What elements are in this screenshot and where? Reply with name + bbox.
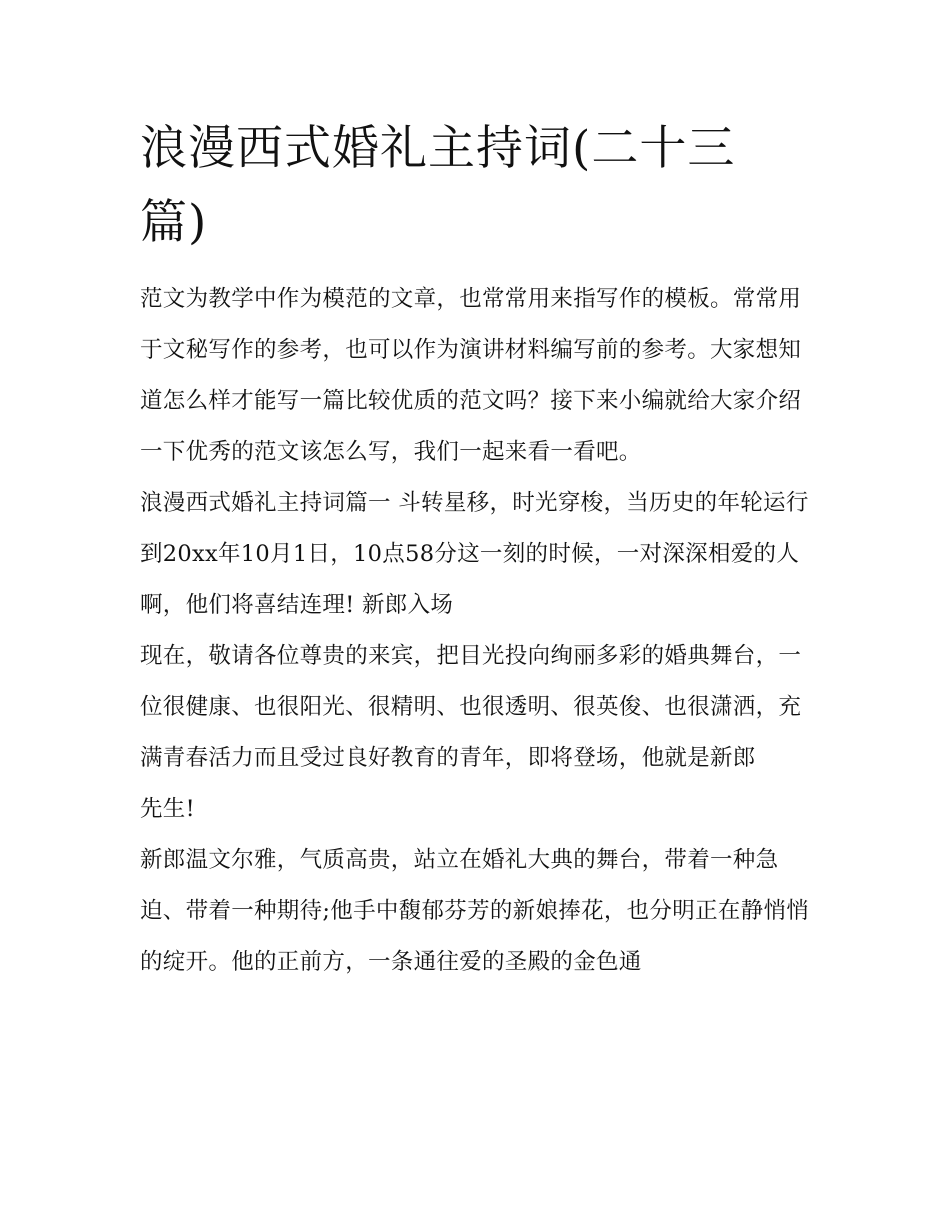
intro-paragraph: 范文为教学中作为模范的文章，也常常用来指写作的模板。常常用于文秘写作的参考，也可以作为演讲材料编写前的参考。大家想知道怎么样才能写一篇比较优质的范文吗？接下来小编就给大家介绍一下优秀的范文该怎么写，我们一起来看一看吧。 [140, 286, 802, 465]
document-page [140, 112, 820, 988]
document-title: 浪漫西式婚礼主持词(二十三篇) [140, 121, 736, 250]
groom-intro-paragraph: 现在，敬请各位尊贵的来宾，把目光投向绚丽多彩的婚典舞台，一位很健康、也很阳光、很精明、也很透明、很英俊、也很潇洒，充满青春活力而且受过良好教育的青年，即将登场，他就是新郎 [140, 643, 802, 771]
groom-description-paragraph: 新郎温文尔雅，气质高贵，站立在婚礼大典的舞台，带着一种急迫、带着一种期待;他手中馥郁芬芳的新娘捧花，也分明正在静悄悄的绽开。他的正前方，一条通往爱的圣殿的金色通 [140, 847, 810, 975]
section-one-paragraph: 浪漫西式婚礼主持词篇一 斗转星移，时光穿梭，当历史的年轮运行到20xx年10月1日，10点58分这一刻的时候，一对深深相爱的人啊，他们将喜结连理! 新郎入场 [140, 490, 809, 618]
groom-name-paragraph: 先生! [140, 796, 195, 822]
